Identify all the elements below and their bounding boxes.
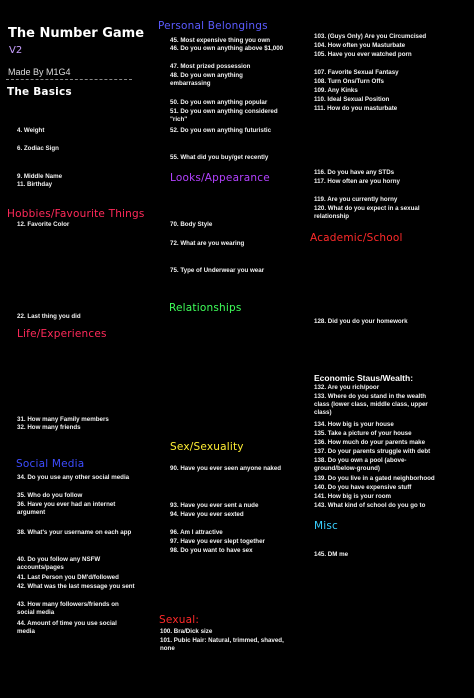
list-item: 52. Do you own anything futuristic — [170, 127, 272, 134]
list-item: 133. Where do you stand in the wealth class (lower class, middle class, upper class) — [314, 393, 428, 416]
list-item: 98. Do you want to have sex — [170, 547, 253, 554]
list-item: 36. Have you ever had an internet argument — [17, 501, 116, 516]
section-title-sexual: Sexual: — [159, 614, 200, 626]
list-item: 109. Any Kinks — [314, 87, 358, 94]
list-item: 9. Middle Name — [17, 173, 63, 180]
list-item: 94. Have you ever sexted — [170, 511, 244, 518]
section-title-economic: Economic Staus/Wealth: — [314, 373, 414, 383]
list-item: 32. How many friends — [17, 424, 81, 431]
list-item: 70. Body Style — [170, 221, 213, 228]
list-item: 12. Favorite Color — [17, 221, 70, 228]
list-item: 143. What kind of school do you go to — [314, 502, 426, 509]
page-title: The Number Game — [8, 26, 145, 41]
list-item: 137. Do your parents struggle with debt — [314, 448, 431, 455]
list-item: 55. What did you buy/get recently — [170, 154, 269, 161]
section-title-social: Social Media — [16, 458, 85, 470]
section-title-academic: Academic/School — [310, 232, 403, 244]
section-title-looks: Looks/Appearance — [170, 172, 270, 184]
list-item: 47. Most prized possession — [170, 63, 251, 70]
list-item: 110. Ideal Sexual Position — [314, 96, 390, 103]
section-title-personal: Personal Belongings — [158, 20, 268, 32]
list-item: 44. Amount of time you use social media — [17, 620, 117, 635]
list-item: 42. What was the last message you sent — [17, 583, 135, 590]
list-item: 101. Pubic Hair: Natural, trimmed, shaved, none — [160, 637, 284, 652]
list-item: 22. Last thing you did — [17, 313, 81, 320]
list-item: 11. Birthday — [17, 181, 53, 188]
list-item: 75. Type of Underwear you wear — [170, 267, 265, 274]
section-title-sex: Sex/Sexuality — [170, 441, 244, 453]
list-item: 93. Have you ever sent a nude — [170, 502, 259, 509]
list-item: 103. (Guys Only) Are you Circumcised — [314, 33, 427, 40]
list-item: 107. Favorite Sexual Fantasy — [314, 69, 399, 76]
list-item: 6. Zodiac Sign — [17, 145, 59, 152]
list-item: 145. DM me — [314, 551, 349, 558]
list-item: 96. Am I attractive — [170, 529, 223, 536]
list-item: 132. Are you rich/poor — [314, 384, 380, 391]
list-item: 141. How big is your room — [314, 493, 392, 500]
list-item: 138. Do you own a pool (above-ground/below-ground) — [314, 457, 407, 472]
section-title-basics: The Basics — [7, 86, 72, 98]
list-item: 108. Turn Ons/Turn Offs — [314, 78, 384, 85]
list-item: 128. Did you do your homework — [314, 318, 408, 325]
list-item: 31. How many Family members — [17, 416, 109, 423]
section-title-relationships: Relationships — [169, 302, 242, 314]
list-item: 104. How often you Masturbate — [314, 42, 406, 49]
list-item: 100. Bra/Dick size — [160, 628, 213, 635]
list-item: 51. Do you own anything considered "rich" — [170, 108, 278, 123]
list-item: 135. Take a picture of your house — [314, 430, 412, 437]
list-item: 45. Most expensive thing you own — [170, 37, 271, 44]
list-item: 119. Are you currently horny — [314, 196, 398, 203]
list-item: 136. How much do your parents make — [314, 439, 426, 446]
list-item: 35. Who do you follow — [17, 492, 83, 499]
list-item: 90. Have you ever seen anyone naked — [170, 465, 282, 472]
list-item: 46. Do you own anything above $1,000 — [170, 45, 284, 52]
list-item: 72. What are you wearing — [170, 240, 245, 247]
list-item: 40. Do you follow any NSFW accounts/pages — [17, 556, 101, 571]
list-item: 48. Do you own anything embarrassing — [170, 72, 243, 87]
list-item: 105. Have you ever watched porn — [314, 51, 412, 58]
version-label: V2 — [9, 45, 23, 56]
section-title-misc: Misc — [314, 520, 339, 532]
list-item: 120. What do you expect in a sexual relationship — [314, 205, 420, 220]
list-item: 116. Do you have any STDs — [314, 169, 395, 176]
list-item: 139. Do you live in a gated neighborhood — [314, 475, 435, 482]
list-item: 134. How big is your house — [314, 421, 394, 428]
credit-label: Made By M1G4 — [8, 67, 71, 77]
section-title-life: Life/Experiences — [17, 328, 107, 340]
list-item: 4. Weight — [17, 127, 45, 134]
list-item: 38. What's your username on each app — [17, 529, 132, 536]
list-item: 117. How often are you horny — [314, 178, 400, 185]
section-title-hobbies: Hobbies/Favourite Things — [7, 208, 145, 220]
list-item: 140. Do you have expensive stuff — [314, 484, 412, 491]
list-item: 111. How do you masturbate — [314, 105, 398, 112]
list-item: 50. Do you own anything popular — [170, 99, 268, 106]
list-item: 34. Do you use any other social media — [17, 474, 130, 481]
list-item: 43. How many followers/friends on social media — [17, 601, 119, 616]
header-divider — [6, 79, 132, 80]
list-item: 41. Last Person you DM'd/followed — [17, 574, 119, 581]
list-item: 97. Have you ever slept together — [170, 538, 265, 545]
